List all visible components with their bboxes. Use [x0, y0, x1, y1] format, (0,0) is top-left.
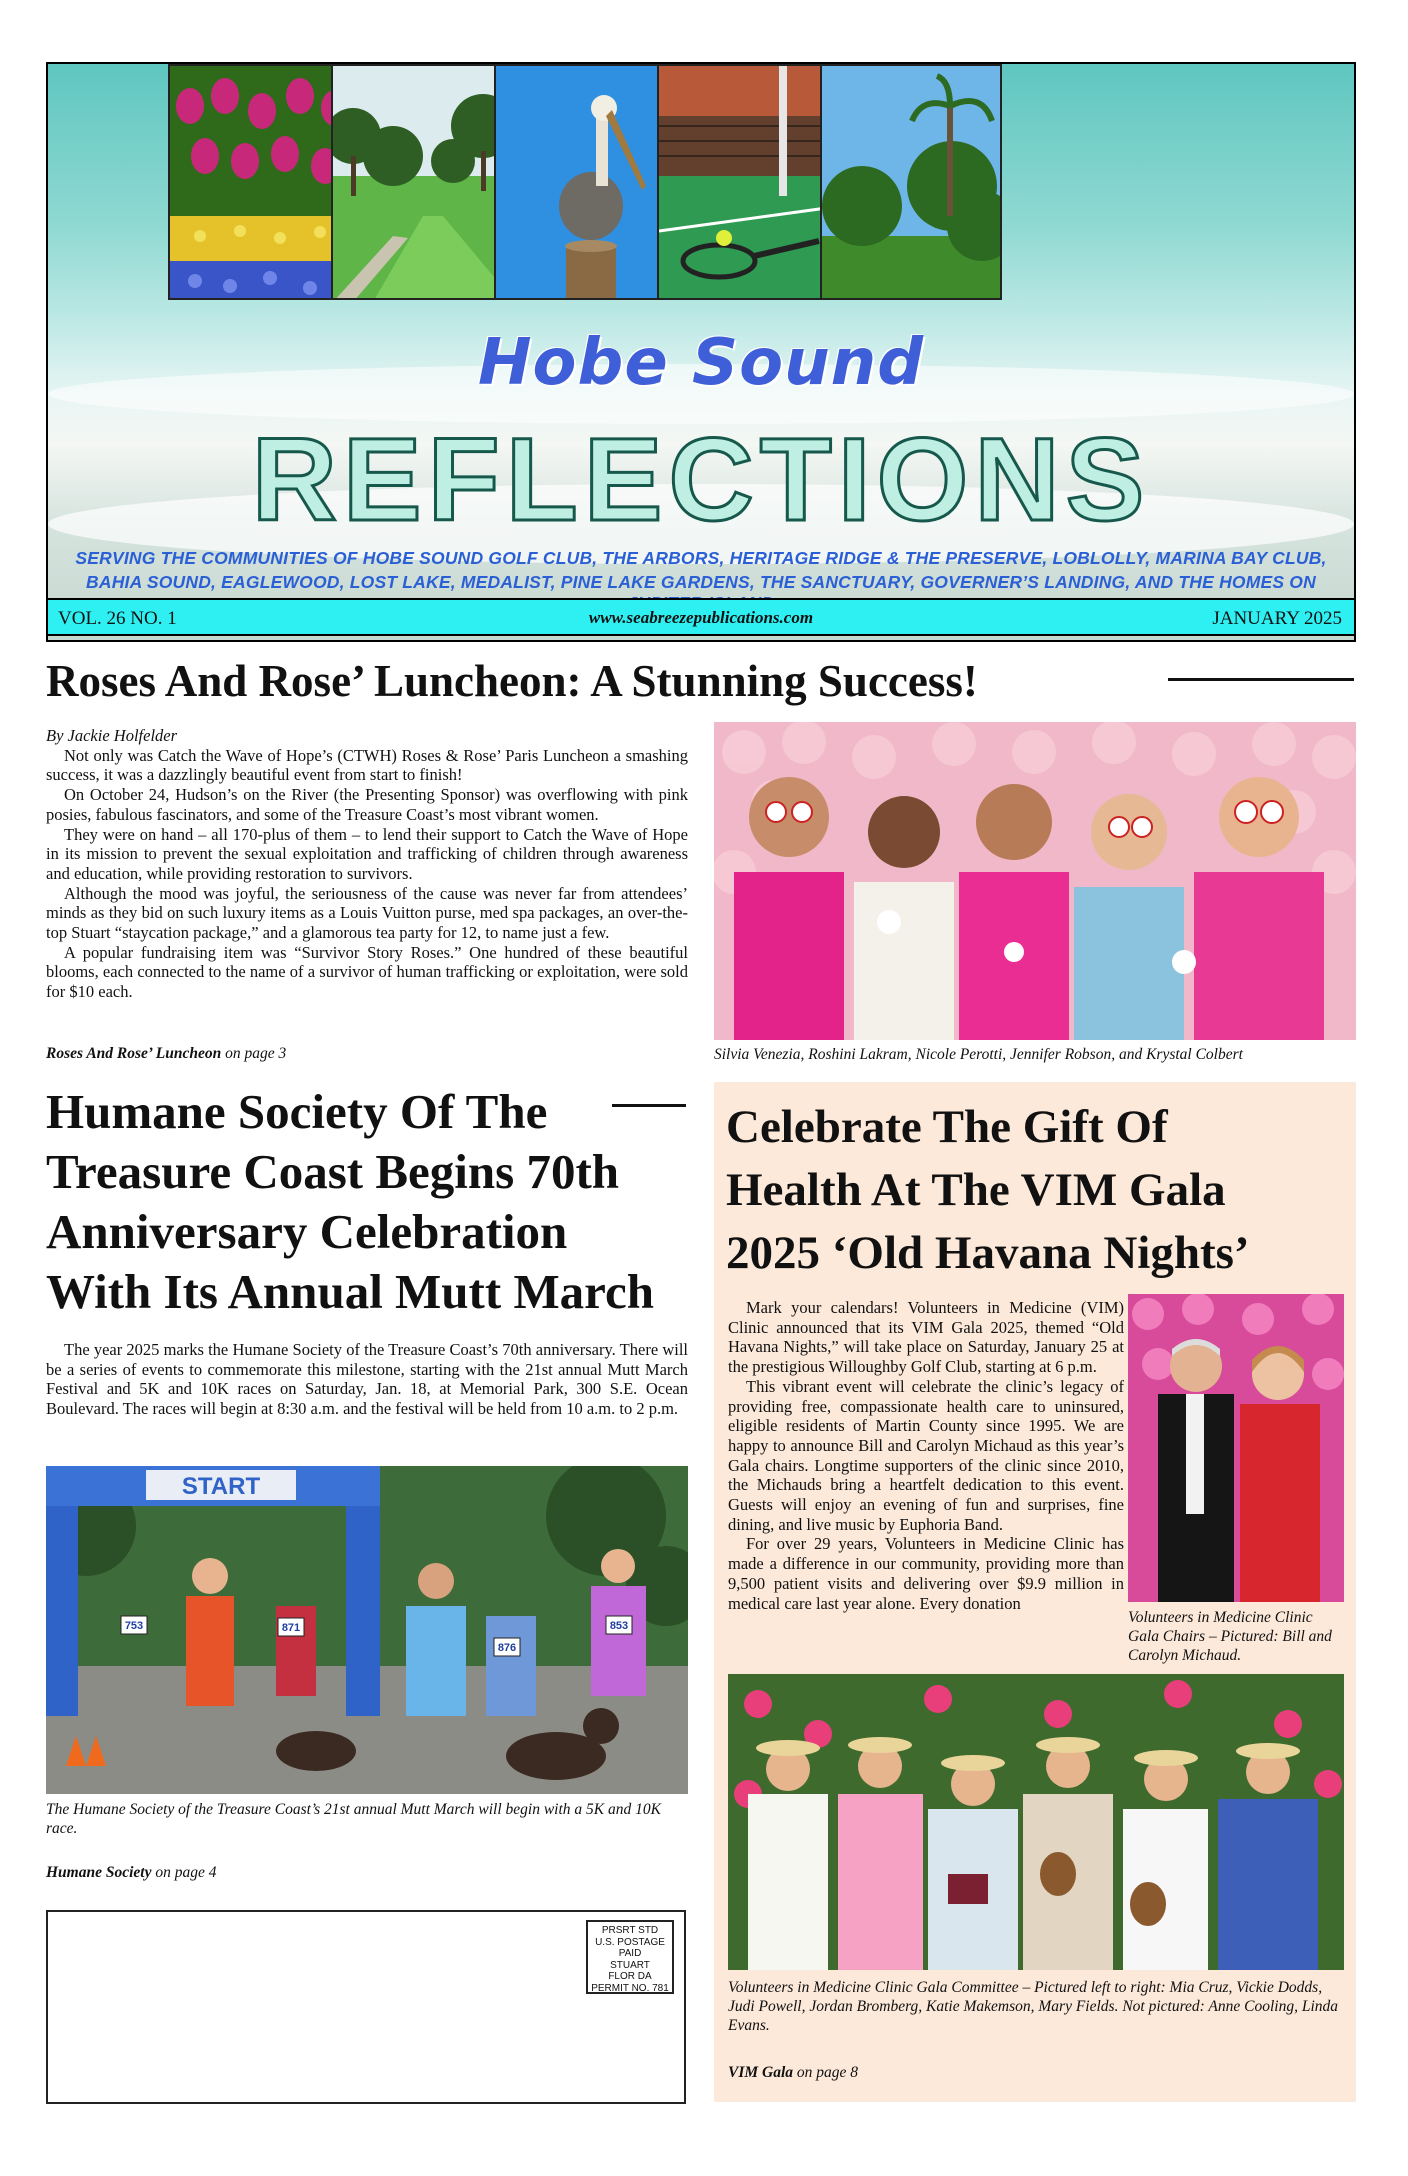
article1-body: [46, 726, 688, 1002]
article2-body: [46, 1340, 688, 1419]
headline-line: With Its Annual Mutt March: [46, 1264, 655, 1319]
website-link[interactable]: www.seabreezepublications.com: [588, 608, 814, 627]
article1-jump-line[interactable]: [46, 1045, 286, 1063]
jump-page: on page 3: [221, 1045, 287, 1062]
gala-chairs-caption: Volunteers in Medicine Clinic Gala Chairs – Pictured: Bill and Carolyn Michaud.: [1128, 1609, 1332, 1664]
gala-chairs-photo: [1128, 1294, 1344, 1602]
golf-course-photo: [331, 64, 513, 300]
postage-line: STUART: [610, 1959, 650, 1971]
article3-jump-line[interactable]: [728, 2064, 858, 2082]
headline-line: Health At The VIM Gala: [726, 1164, 1226, 1216]
article1-headline: Roses And Rose’ Luncheon: A Stunning Success!: [46, 656, 978, 706]
article3-body: [728, 1298, 1124, 1613]
postage-line: U.S. POSTAGE: [595, 1936, 665, 1948]
headline-line: Treasure Coast Begins 70th: [46, 1144, 620, 1199]
communities-line-1: SERVING THE COMMUNITIES OF HOBE SOUND GOLF CLUB, THE ARBORS, HERITAGE RIDGE & THE PRESERVE, LOBLOLLY, MARINA BAY CLUB,: [75, 548, 1327, 568]
article1-paragraph: They were on hand – all 170-plus of them – to lend their support to Catch the Wave of Hope in its mission to prevent the sexual exploitation and trafficking of children through awareness and education, while providing restoration to survivors.: [46, 824, 688, 883]
postage-line: PRSRT STD: [601, 1925, 659, 1936]
start-banner-text: START: [181, 1473, 261, 1500]
luncheon-photo-caption: Silvia Venezia, Roshini Lakram, Nicole Perotti, Jennifer Robson, and Krystal Colbert: [714, 1046, 1243, 1063]
headline-rule: [612, 1104, 686, 1107]
communities-line-2: BAHIA SOUND, EAGLEWOOD, LOST LAKE, MEDALIST, PINE LAKE GARDENS, THE SANCTUARY, GOVERNER’S LANDING, AND THE HOMES ON: [86, 572, 1316, 592]
tennis-court-photo: [657, 64, 839, 300]
headline-line: Humane Society Of The: [46, 1084, 548, 1139]
article1-byline: By Jackie Holfelder: [46, 726, 178, 745]
mutt-march-photo: [46, 1466, 688, 1794]
article1-paragraph: Not only was Catch the Wave of Hope’s (CTWH) Roses & Rose’ Paris Luncheon a smashing success, it was a dazzlingly beautiful event from start to finish!: [46, 745, 688, 785]
race-bib-number: 853: [609, 1620, 629, 1632]
vim-gala-box: [714, 1082, 1356, 2102]
gala-committee-photo: [728, 1674, 1344, 1970]
pelican-photo: [494, 64, 676, 300]
jump-title: Roses And Rose’ Luncheon: [46, 1045, 222, 1062]
postage-line: FLOR DA: [608, 1971, 652, 1982]
jump-title: VIM Gala: [728, 2064, 794, 2081]
headline-rule: [1168, 678, 1354, 681]
tulips-photo: [168, 64, 350, 300]
jump-title: Humane Society: [46, 1864, 152, 1881]
mailing-label-area: [46, 1910, 686, 2104]
mutt-march-caption: The Humane Society of the Treasure Coast’s 21st annual Mutt March will begin with a 5K and 10K race.: [46, 1801, 661, 1837]
postage-line: PAID: [618, 1948, 642, 1959]
masthead-script-title: Hobe Sound: [477, 326, 925, 400]
headline-line: Anniversary Celebration: [46, 1204, 568, 1259]
headline-line: 2025 ‘Old Havana Nights’: [726, 1227, 1250, 1279]
article3-paragraph: Mark your calendars! Volunteers in Medicine (VIM) Clinic announced that its VIM Gala 2025, themed “Old Havana Nights,” will take place on Saturday, January 25 at the prestigious Willoughby Golf Club, starting at 6 p.m.: [728, 1298, 1124, 1377]
article2-headline: [46, 1082, 688, 1322]
article2-jump-line[interactable]: [46, 1864, 217, 1882]
article3-paragraph: This vibrant event will celebrate the clinic’s legacy of providing free, compassionate health care to uninsured, eligible residents of Martin County since 1995. We are happy to announce Bill and Carolyn Michaud as this year’s Gala chairs. Longtime supporters of the clinic since 2010, the Michauds bring a heartfelt dedication to this event. Guests will enjoy an evening of fun and surprises, fine dining, and live music by Euphoria Band.: [728, 1376, 1124, 1534]
masthead-main-title: REFLECTIONS: [251, 414, 1151, 546]
issue-date: JANUARY 2025: [1212, 608, 1342, 629]
postage-line: PERMIT NO. 781: [591, 1982, 669, 1994]
palm-trees-photo: [820, 64, 1002, 300]
article3-headline: [726, 1096, 1346, 1285]
volume-number: VOL. 26 NO. 1: [58, 608, 177, 629]
article3-paragraph: For over 29 years, Volunteers in Medicine Clinic has made a difference in our community, providing more than 9,500 patient visits and delivering over $9.9 million in medical care last year alone. Every donation: [728, 1534, 1124, 1613]
article1-paragraph: A popular fundraising item was “Survivor Story Roses.” One hundred of these beautiful blooms, each connected to the name of a survivor of human trafficking or exploitation, were sold for $10 each.: [46, 942, 688, 1002]
article1-paragraph: Although the mood was joyful, the seriousness of the cause was never far from attendees’ minds as they bid on such luxury items as a Louis Vuitton purse, med spa packages, an over-the-top Stuart “staycation package,” and a glamorous tea party for 12, to name just a few.: [46, 883, 688, 943]
issue-bar: [46, 598, 1356, 636]
masthead: [46, 62, 1356, 642]
postage-permit-box: [586, 1920, 674, 1994]
headline-line: Celebrate The Gift Of: [726, 1101, 1168, 1153]
luncheon-photo: [714, 722, 1356, 1040]
race-bib-number: 871: [281, 1622, 301, 1634]
article1-paragraph: On October 24, Hudson’s on the River (the Presenting Sponsor) was overflowing with pink posies, fabulous fascinators, and some of the Treasure Coast’s most vibrant women.: [46, 785, 688, 824]
race-bib-number: 876: [497, 1642, 517, 1654]
article2-paragraph: The year 2025 marks the Humane Society of the Treasure Coast’s 70th anniversary. There will be a series of events to commemorate this milestone, starting with the 21st annual Mutt March Festival and 5K and 10K races on Saturday, Jan. 18, at Memorial Park, 300 S.E. Ocean Boulevard. The races will begin at 8:30 a.m. and the festival will be held from 10 a.m. to 2 p.m.: [46, 1340, 688, 1419]
race-bib-number: 753: [124, 1620, 144, 1632]
jump-page: on page 8: [793, 2064, 859, 2081]
gala-committee-caption: Volunteers in Medicine Clinic Gala Committee – Pictured left to right: Mia Cruz, Vickie Dodds, Judi Powell, Jordan Bromberg, Katie Makemson, Mary Fields. Not pictured: Anne Cooling, Linda Evans.: [728, 1979, 1339, 2034]
jump-page: on page 4: [151, 1864, 217, 1881]
